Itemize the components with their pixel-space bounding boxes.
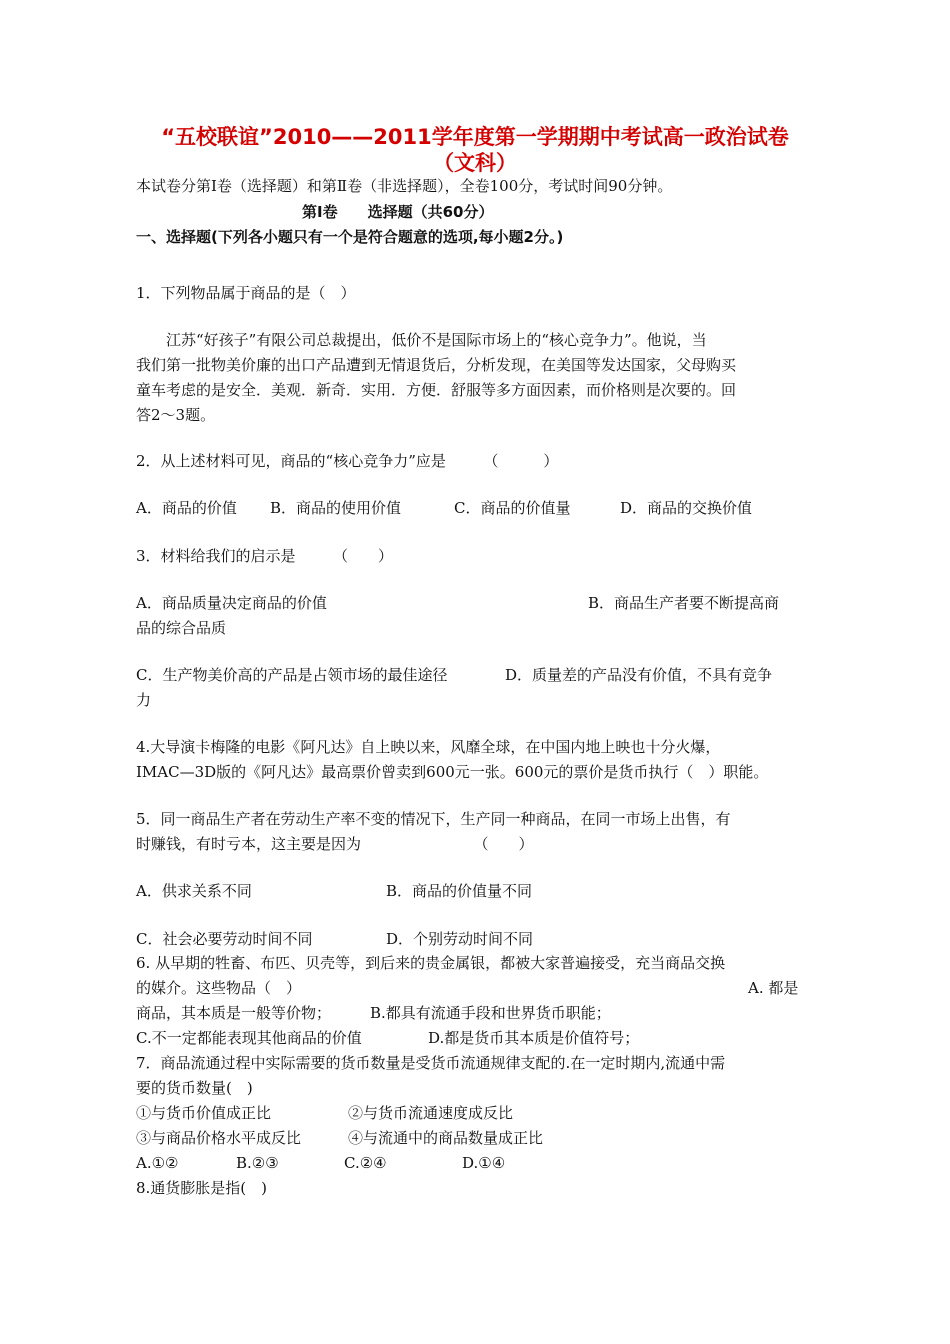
- question-6-line-1: 6. 从早期的牲畜、布匹、贝壳等，到后来的贵金属银，都被大家普遍接受，充当商品交换: [136, 954, 726, 972]
- q3-option-d: D．质量差的产品没有价值，不具有竞争: [505, 666, 773, 684]
- question-4-line-1: 4.大导演卡梅隆的电影《阿凡达》自上映以来，风靡全球，在中国内地上映也十分火爆，: [136, 738, 721, 756]
- q6-option-c: C.不一定都能表现其他商品的价值: [136, 1029, 362, 1047]
- q3-option-b-cont: 品的综合品质: [136, 619, 227, 637]
- question-8: 8.通货膨胀是指( ): [136, 1179, 268, 1197]
- q6-option-a: A. 都是: [748, 979, 799, 997]
- exam-subtitle: （文科）: [433, 151, 517, 175]
- section-title: 第Ⅰ卷 选择题（共60分）: [302, 203, 494, 221]
- q7-statement-1: ①与货币价值成正比: [136, 1104, 272, 1122]
- material-line-4: 答2～3题。: [136, 406, 216, 424]
- part-heading: 一、选择题(下列各小题只有一个是符合题意的选项,每小题2分。): [136, 228, 564, 246]
- q7-option-c: C.②④: [344, 1154, 387, 1172]
- q5-option-a: A．供求关系不同: [136, 882, 252, 900]
- q3-option-c: C．生产物美价高的产品是占领市场的最佳途径: [136, 666, 448, 684]
- question-1: 1．下列物品属于商品的是（ ）: [136, 284, 356, 302]
- material-line-3: 童车考虑的是安全．美观．新奇．实用．方便．舒服等多方面因素，而价格则是次要的。回: [136, 381, 737, 399]
- question-2: 2．从上述材料可见，商品的“核心竞争力”应是 （ ）: [136, 452, 559, 470]
- q7-option-d: D.①④: [462, 1154, 506, 1172]
- q2-option-c: C．商品的价值量: [454, 499, 571, 517]
- question-5-line-2: 时赚钱，有时亏本，这主要是因为 （ ）: [136, 835, 534, 853]
- q7-statement-3: ③与商品价格水平成反比: [136, 1129, 302, 1147]
- q5-option-b: B．商品的价值量不同: [386, 882, 533, 900]
- exam-intro: 本试卷分第Ⅰ卷（选择题）和第Ⅱ卷（非选择题），全卷100分，考试时间90分钟。: [136, 177, 673, 195]
- question-3: 3．材料给我们的启示是 （ ）: [136, 547, 394, 565]
- q5-option-c: C．社会必要劳动时间不同: [136, 930, 313, 948]
- exam-title: “五校联谊”2010——2011学年度第一学期期中考试高一政治试卷: [161, 125, 789, 149]
- question-7-line-2: 要的货币数量( ): [136, 1079, 253, 1097]
- q2-option-a: A．商品的价值: [136, 499, 237, 517]
- q3-option-a: A．商品质量决定商品的价值: [136, 594, 327, 612]
- q7-option-b: B.②③: [236, 1154, 279, 1172]
- q7-option-a: A.①②: [136, 1154, 179, 1172]
- material-line-1: 江苏“好孩子”有限公司总裁提出，低价不是国际市场上的“核心竞争力”。他说，当: [166, 331, 707, 349]
- q3-option-d-cont: 力: [136, 691, 152, 709]
- question-7-line-1: 7．商品流通过程中实际需要的货币数量是受货币流通规律支配的.在一定时期内,流通中需: [136, 1054, 726, 1072]
- question-4-line-2: IMAC—3D版的《阿凡达》最高票价曾卖到600元一张。600元的票价是货币执行（ ）职能。: [136, 763, 769, 781]
- q2-option-d: D．商品的交换价值: [620, 499, 753, 517]
- q6-option-a-cont: 商品，其本质是一般等价物；: [136, 1004, 332, 1022]
- question-5-line-1: 5．同一商品生产者在劳动生产率不变的情况下，生产同一种商品，在同一市场上出售，有: [136, 810, 731, 828]
- q7-statement-4: ④与流通中的商品数量成正比: [348, 1129, 544, 1147]
- q5-option-d: D．个别劳动时间不同: [386, 930, 534, 948]
- material-line-2: 我们第一批物美价廉的出口产品遭到无情退货后，分析发现，在美国等发达国家，父母购买: [136, 356, 737, 374]
- q6-option-b: B.都具有流通手段和世界货币职能；: [370, 1004, 611, 1022]
- question-6-line-2: 的媒介。这些物品（ ）: [136, 979, 302, 997]
- q6-option-d: D.都是货币其本质是价值符号；: [428, 1029, 640, 1047]
- q3-option-b: B．商品生产者要不断提高商: [588, 594, 780, 612]
- q2-option-b: B．商品的使用价值: [270, 499, 402, 517]
- q7-statement-2: ②与货币流通速度成反比: [348, 1104, 514, 1122]
